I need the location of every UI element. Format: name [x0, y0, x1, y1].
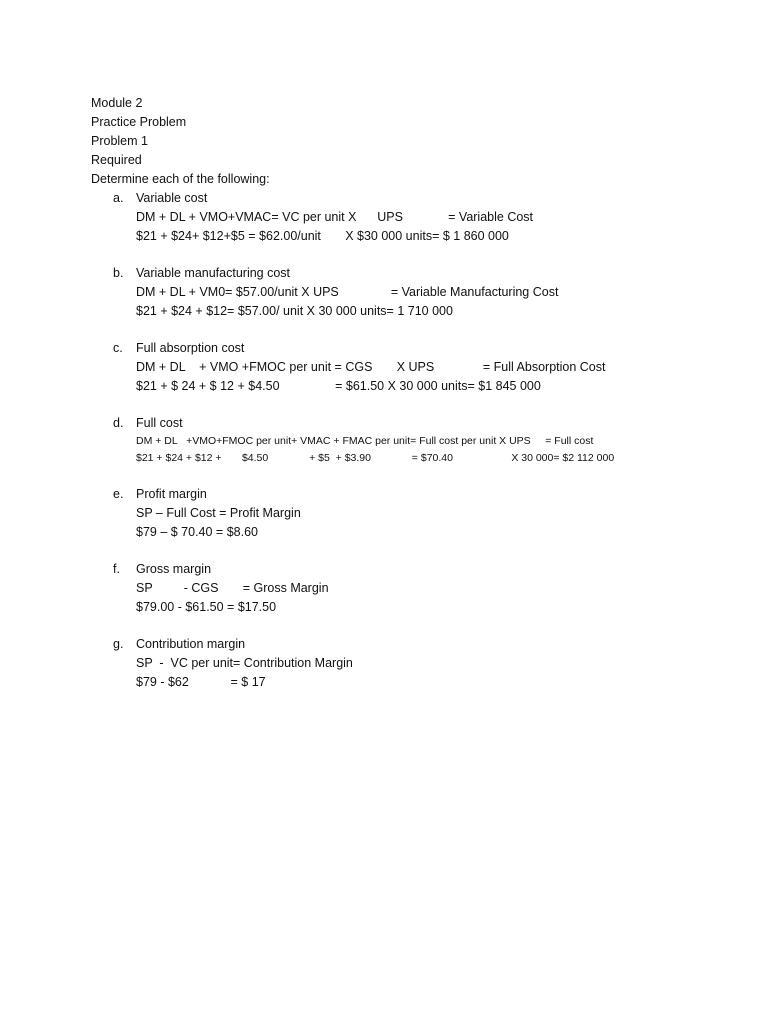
- item-formula: DM + DL +VMO+FMOC per unit+ VMAC + FMAC per unit= Full cost per unit X UPS = Full cost: [136, 435, 594, 447]
- item-marker: d.: [113, 416, 124, 430]
- item-formula: DM + DL + VMO +FMOC per unit = CGS X UPS = Full Absorption Cost: [136, 360, 606, 374]
- item-marker: f.: [113, 562, 120, 576]
- item-calculation: $21 + $24+ $12+$5 = $62.00/unit X $30 000 units= $ 1 860 000: [136, 229, 509, 243]
- item-calculation: $21 + $24 + $12 + $4.50 + $5 + $3.90 = $70.40 X 30 000= $2 112 000: [136, 452, 615, 464]
- item-formula: DM + DL + VMO+VMAC= VC per unit X UPS = Variable Cost: [136, 210, 534, 224]
- item-formula: DM + DL + VM0= $57.00/unit X UPS = Variable Manufacturing Cost: [136, 285, 559, 299]
- item-calculation: $21 + $24 + $12= $57.00/ unit X 30 000 units= 1 710 000: [136, 304, 453, 318]
- item-formula: SP - VC per unit= Contribution Margin: [136, 656, 353, 670]
- item-marker: e.: [113, 487, 124, 501]
- item-formula: SP – Full Cost = Profit Margin: [136, 506, 301, 520]
- module-label: Module 2: [91, 96, 143, 110]
- item-marker: b.: [113, 266, 124, 280]
- item-marker: a.: [113, 191, 124, 205]
- item-title: Gross margin: [136, 562, 212, 576]
- item-calculation: $79.00 - $61.50 = $17.50: [136, 600, 277, 614]
- item-formula: SP - CGS = Gross Margin: [136, 581, 329, 595]
- item-title: Profit margin: [136, 487, 207, 501]
- instruction-text: Determine each of the following:: [91, 172, 270, 186]
- item-marker: g.: [113, 637, 124, 651]
- item-calculation: $79 – $ 70.40 = $8.60: [136, 525, 258, 539]
- item-title: Variable manufacturing cost: [136, 266, 291, 280]
- practice-problem-heading: Practice Problem: [91, 115, 187, 129]
- item-title: Variable cost: [136, 191, 208, 205]
- item-title: Full absorption cost: [136, 341, 245, 355]
- item-marker: c.: [113, 341, 123, 355]
- required-heading: Required: [91, 153, 142, 167]
- problem-number-heading: Problem 1: [91, 134, 148, 148]
- item-title: Full cost: [136, 416, 183, 430]
- item-calculation: $79 - $62 = $ 17: [136, 675, 266, 689]
- item-calculation: $21 + $ 24 + $ 12 + $4.50 = $61.50 X 30 000 units= $1 845 000: [136, 379, 541, 393]
- item-title: Contribution margin: [136, 637, 246, 651]
